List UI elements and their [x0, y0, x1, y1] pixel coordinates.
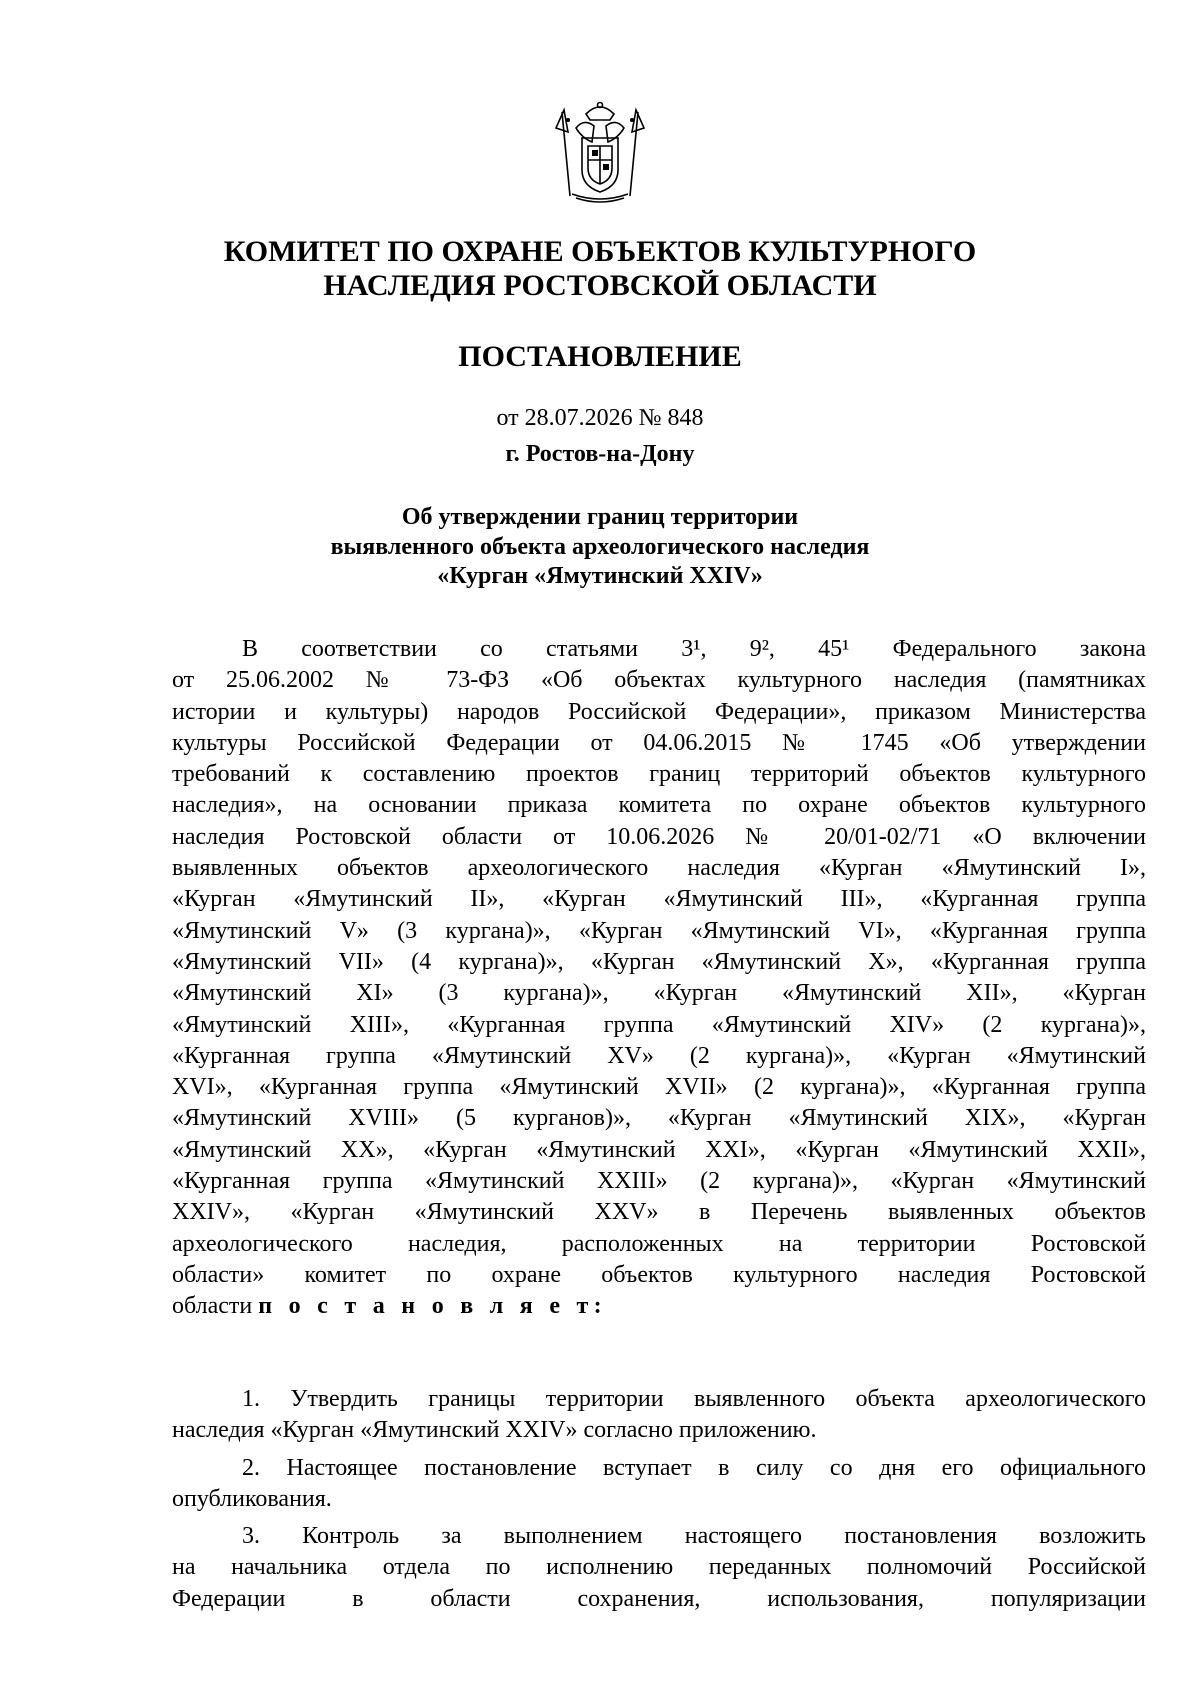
document-type: ПОСТАНОВЛЕНИЕ: [458, 340, 742, 373]
preamble-paragraph: [172, 634, 1146, 1323]
preamble-line: XVI», «Курганная группа «Ямутинский XVII» (2 кургана)», «Курганная группа: [172, 1074, 1146, 1101]
preamble-line: «Курган «Ямутинский II», «Курган «Ямутинский III», «Курганная группа: [172, 886, 1146, 913]
subject-line-2: выявленного объекта археологического наследия: [330, 533, 870, 560]
subject-line-3: «Курган «Ямутинский XXIV»: [437, 563, 763, 589]
preamble-last-prefix: области: [172, 1293, 253, 1320]
preamble-line: от 25.06.2002 № 73-ФЗ «Об объектах культурного наследия (памятниках: [172, 667, 1146, 694]
item-3-line-2: на начальника отдела по исполнению переданных полномочий Российской: [172, 1554, 1146, 1581]
resolves-word: п о с т а н о в л я е т:: [258, 1293, 607, 1320]
preamble-line: наследия Ростовской области от 10.06.2026 № 20/01-02/71 «О включении: [172, 823, 1146, 850]
document-number: от 28.07.2026 № 848: [496, 405, 704, 431]
org-line-2: НАСЛЕДИЯ РОСТОВСКОЙ ОБЛАСТИ: [323, 269, 877, 302]
item-1-line-1: 1. Утвердить границы территории выявленного объекта археологического: [242, 1386, 1146, 1412]
item-3-line-3: Федерации в области сохранения, использования, популяризации: [172, 1585, 1146, 1612]
preamble-line: «Курганная группа «Ямутинский XXIII» (2 кургана)», «Курган «Ямутинский: [172, 1168, 1146, 1195]
preamble-line: истории и культуры) народов Российской Федерации», приказом Министерства: [172, 698, 1146, 725]
preamble-line: «Ямутинский XI» (3 кургана)», «Курган «Ямутинский XII», «Курган: [172, 980, 1146, 1007]
preamble-line: наследия», на основании приказа комитета по охране объектов культурного: [172, 792, 1146, 819]
preamble-line: «Ямутинский XVIII» (5 курганов)», «Курган «Ямутинский XIX», «Курган: [172, 1105, 1146, 1132]
preamble-line: «Ямутинский XX», «Курган «Ямутинский XXI», «Курган «Ямутинский XXII»,: [172, 1136, 1146, 1163]
resolution-items: [172, 1384, 1146, 1615]
organization-name: [100, 235, 1100, 303]
preamble-line: «Ямутинский VII» (4 кургана)», «Курган «Ямутинский X», «Курганная группа: [172, 948, 1146, 975]
preamble-line: «Курганная группа «Ямутинский XV» (2 кургана)», «Курган «Ямутинский: [172, 1042, 1146, 1069]
preamble-last-line: [172, 1291, 1146, 1322]
item-3-line-1: 3. Контроль за выполнением настоящего постановления возложить: [242, 1523, 1146, 1550]
preamble-line: «Ямутинский XIII», «Курганная группа «Ямутинский XIV» (2 кургана)»,: [172, 1011, 1146, 1038]
org-line-1: КОМИТЕТ ПО ОХРАНЕ ОБЪЕКТОВ КУЛЬТУРНОГО: [223, 235, 977, 268]
preamble-line: «Ямутинский V» (3 кургана)», «Курган «Ямутинский VI», «Курганная группа: [172, 917, 1146, 944]
item-2-line-2: опубликования.: [172, 1485, 332, 1512]
preamble-line: В соответствии со статьями 3¹, 9², 45¹ Федерального закона: [242, 636, 1146, 662]
preamble-line: области» комитет по охране объектов культурного наследия Ростовской: [172, 1261, 1146, 1288]
preamble-line: культуры Российской Федерации от 04.06.2015 № 1745 «Об утверждении: [172, 729, 1146, 756]
document-city: г. Ростов-на-Дону: [505, 441, 695, 467]
item-2-line-1: 2. Настоящее постановление вступает в силу со дня его официального: [242, 1454, 1146, 1481]
preamble-line: выявленных объектов археологического наследия «Курган «Ямутинский I»,: [172, 855, 1146, 882]
preamble-line: XXIV», «Курган «Ямутинский XXV» в Перечень выявленных объектов: [172, 1199, 1146, 1226]
preamble-line: требований к составлению проектов границ территорий объектов культурного: [172, 761, 1146, 788]
coat-of-arms-emblem: [548, 98, 652, 206]
item-1-line-2: наследия «Курган «Ямутинский XXIV» согласно приложению.: [172, 1417, 817, 1444]
subject-line-1: Об утверждении границ территории: [401, 504, 799, 530]
document-subject: [100, 503, 1100, 592]
preamble-line: археологического наследия, расположенных на территории Ростовской: [172, 1230, 1146, 1257]
